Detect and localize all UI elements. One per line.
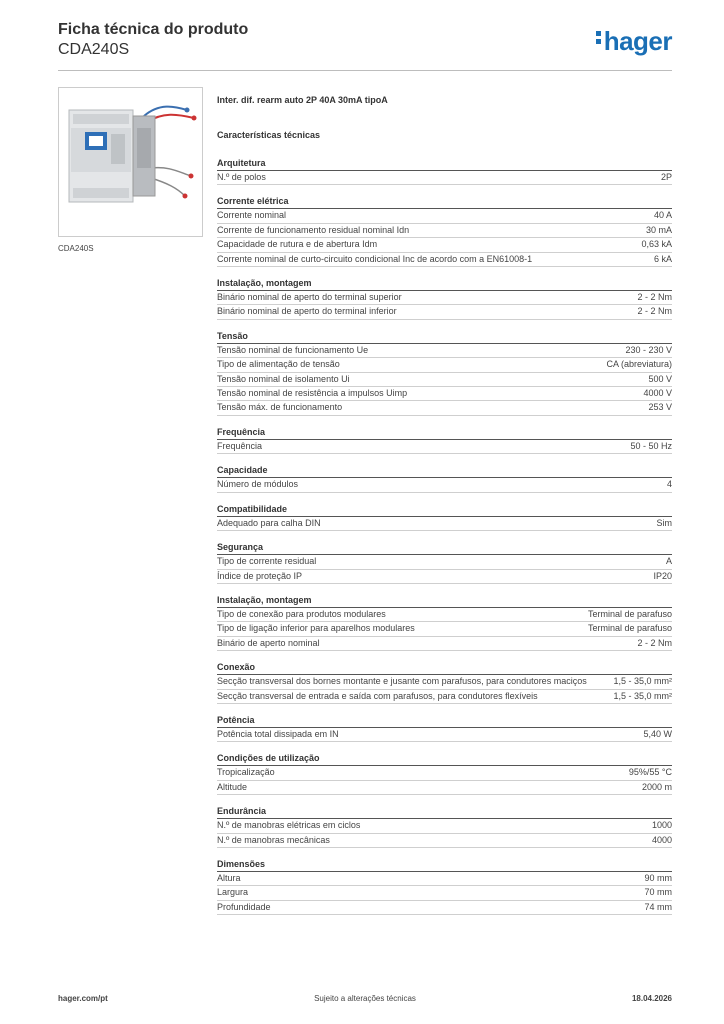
spec-value: 74 mm xyxy=(644,901,672,912)
spec-label: Frequência xyxy=(217,440,263,451)
spec-label: Binário de aperto nominal xyxy=(217,637,320,648)
spec-row xyxy=(217,781,672,795)
spec-row xyxy=(217,517,672,531)
spec-label: Secção transversal dos bornes montante e jusante com parafusos, para condutores maciços xyxy=(217,676,587,687)
spec-label: Profundidade xyxy=(217,901,271,912)
spec-label: Binário nominal de aperto do terminal inferior xyxy=(217,306,397,317)
spec-label: Adequado para calha DIN xyxy=(217,517,321,528)
spec-label: N.º de manobras mecânicas xyxy=(217,834,330,845)
spec-label: Largura xyxy=(217,887,249,898)
spec-label: N.º de polos xyxy=(217,172,266,182)
spec-value: 1,5 - 35,0 mm² xyxy=(613,676,672,687)
spec-value: 1,5 - 35,0 mm² xyxy=(613,690,672,701)
spec-value: 4000 xyxy=(651,834,672,845)
section-title: Capacidade xyxy=(217,463,672,478)
spec-row xyxy=(217,637,672,651)
spec-row xyxy=(217,819,672,833)
spec-section xyxy=(217,804,672,848)
section-title: Instalação, montagem xyxy=(217,276,672,291)
spec-row xyxy=(217,344,672,358)
spec-row xyxy=(217,622,672,636)
spec-value: A xyxy=(665,556,672,567)
logo-dots-icon xyxy=(596,31,602,47)
spec-value: 5,40 W xyxy=(643,728,672,739)
spec-label: Corrente de funcionamento residual nominal Idn xyxy=(217,224,410,235)
hager-logo: hager xyxy=(596,26,672,57)
spec-row xyxy=(217,766,672,780)
section-title: Dimensões xyxy=(217,857,672,872)
product-photo xyxy=(58,87,203,237)
spec-row xyxy=(217,401,672,415)
spec-value: 1000 xyxy=(651,820,672,831)
section-title: Tensão xyxy=(217,329,672,344)
footer-website-link[interactable]: hager.com/pt xyxy=(58,994,108,1003)
spec-row xyxy=(217,171,672,185)
spec-row xyxy=(217,690,672,704)
spec-section xyxy=(217,713,672,742)
spec-label: Tipo de ligação inferior para aparelhos modulares xyxy=(217,623,415,634)
spec-label: Tipo de alimentação de tensão xyxy=(217,359,340,370)
spec-section xyxy=(217,751,672,795)
spec-value: 500 V xyxy=(648,373,672,384)
section-title: Segurança xyxy=(217,540,672,555)
section-title: Arquitetura xyxy=(217,156,672,171)
spec-section xyxy=(217,156,672,185)
spec-value: Terminal de parafuso xyxy=(587,608,672,619)
spec-row xyxy=(217,440,672,454)
spec-value: 30 mA xyxy=(645,224,672,235)
section-title: Compatibilidade xyxy=(217,502,672,517)
breaker-image xyxy=(59,88,202,236)
spec-value: Terminal de parafuso xyxy=(587,623,672,634)
section-title: Instalação, montagem xyxy=(217,593,672,608)
spec-row xyxy=(217,373,672,387)
spec-value: 0,63 kA xyxy=(641,239,672,250)
product-reference: CDA240S xyxy=(58,41,130,58)
page-header xyxy=(58,20,672,71)
section-title: Potência xyxy=(217,713,672,728)
spec-value: 70 mm xyxy=(644,887,672,898)
spec-value: 2 - 2 Nm xyxy=(637,292,672,303)
spec-row xyxy=(217,305,672,319)
spec-row xyxy=(217,834,672,848)
characteristics-title: Características técnicas xyxy=(217,130,321,140)
spec-row xyxy=(217,478,672,492)
spec-label: Altitude xyxy=(217,781,248,792)
footer-date: 18.04.2026 xyxy=(631,994,672,1003)
spec-value: 2000 m xyxy=(641,781,672,792)
spec-row xyxy=(217,224,672,238)
spec-value: 2 - 2 Nm xyxy=(637,306,672,317)
spec-row xyxy=(217,886,672,900)
spec-section xyxy=(217,857,672,915)
spec-content xyxy=(217,95,672,924)
spec-section xyxy=(217,502,672,531)
spec-label: Corrente nominal xyxy=(217,210,287,221)
spec-row xyxy=(217,358,672,372)
spec-section xyxy=(217,540,672,584)
spec-section xyxy=(217,194,672,267)
spec-value: 2P xyxy=(660,172,672,182)
footer-disclaimer: Sujeito a alterações técnicas xyxy=(314,994,416,1003)
spec-label: Tensão nominal de isolamento Ui xyxy=(217,373,350,384)
photo-caption: CDA240S xyxy=(58,244,94,253)
spec-row xyxy=(217,728,672,742)
spec-label: Número de módulos xyxy=(217,479,299,490)
spec-row xyxy=(217,291,672,305)
spec-value: Sim xyxy=(656,517,672,528)
spec-section xyxy=(217,660,672,704)
spec-label: Tropicalização xyxy=(217,767,275,778)
spec-label: Secção transversal de entrada e saída com parafusos, para condutores flexíveis xyxy=(217,690,538,701)
spec-sections xyxy=(217,156,672,915)
spec-section xyxy=(217,276,672,320)
spec-label: N.º de manobras elétricas em ciclos xyxy=(217,820,361,831)
spec-label: Potência total dissipada em IN xyxy=(217,728,339,739)
spec-value: 50 - 50 Hz xyxy=(630,440,672,451)
spec-row xyxy=(217,253,672,267)
spec-row xyxy=(217,608,672,622)
spec-row xyxy=(217,872,672,886)
spec-row xyxy=(217,209,672,223)
spec-label: Tensão nominal de funcionamento Ue xyxy=(217,344,369,355)
spec-label: Binário nominal de aperto do terminal superior xyxy=(217,292,402,303)
spec-label: Índice de proteção IP xyxy=(217,570,303,581)
spec-value: 253 V xyxy=(648,402,672,413)
spec-label: Corrente nominal de curto-circuito condicional Inc de acordo com a EN61008-1 xyxy=(217,253,533,264)
product-name: Inter. dif. rearm auto 2P 40A 30mA tipoA xyxy=(217,95,388,105)
spec-value: 90 mm xyxy=(644,872,672,883)
spec-row xyxy=(217,901,672,915)
spec-value: 4 xyxy=(666,479,672,490)
spec-section xyxy=(217,593,672,651)
spec-label: Capacidade de rutura e de abertura Idm xyxy=(217,239,378,250)
section-title: Corrente elétrica xyxy=(217,194,672,209)
spec-section xyxy=(217,425,672,454)
section-title: Condições de utilização xyxy=(217,751,672,766)
spec-value: IP20 xyxy=(653,570,672,581)
spec-row xyxy=(217,555,672,569)
spec-row xyxy=(217,387,672,401)
spec-row xyxy=(217,675,672,689)
page-title: Ficha técnica do produto xyxy=(58,21,249,38)
spec-row xyxy=(217,238,672,252)
spec-value: 40 A xyxy=(653,210,672,221)
spec-label: Altura xyxy=(217,872,241,883)
spec-value: 230 - 230 V xyxy=(625,344,672,355)
spec-value: 95%/55 °C xyxy=(628,767,672,778)
section-title: Frequência xyxy=(217,425,672,440)
spec-label: Tensão nominal de resistência a impulsos Uimp xyxy=(217,388,408,399)
section-title: Conexão xyxy=(217,660,672,675)
spec-value: 2 - 2 Nm xyxy=(637,637,672,648)
spec-label: Tipo de corrente residual xyxy=(217,556,317,567)
spec-row xyxy=(217,570,672,584)
spec-value: 6 kA xyxy=(653,253,672,264)
spec-label: Tipo de conexão para produtos modulares xyxy=(217,608,386,619)
spec-section xyxy=(217,463,672,492)
spec-value: CA (abreviatura) xyxy=(606,359,672,370)
section-title: Endurância xyxy=(217,804,672,819)
spec-label: Tensão máx. de funcionamento xyxy=(217,402,343,413)
spec-section xyxy=(217,329,672,416)
spec-value: 4000 V xyxy=(643,388,672,399)
